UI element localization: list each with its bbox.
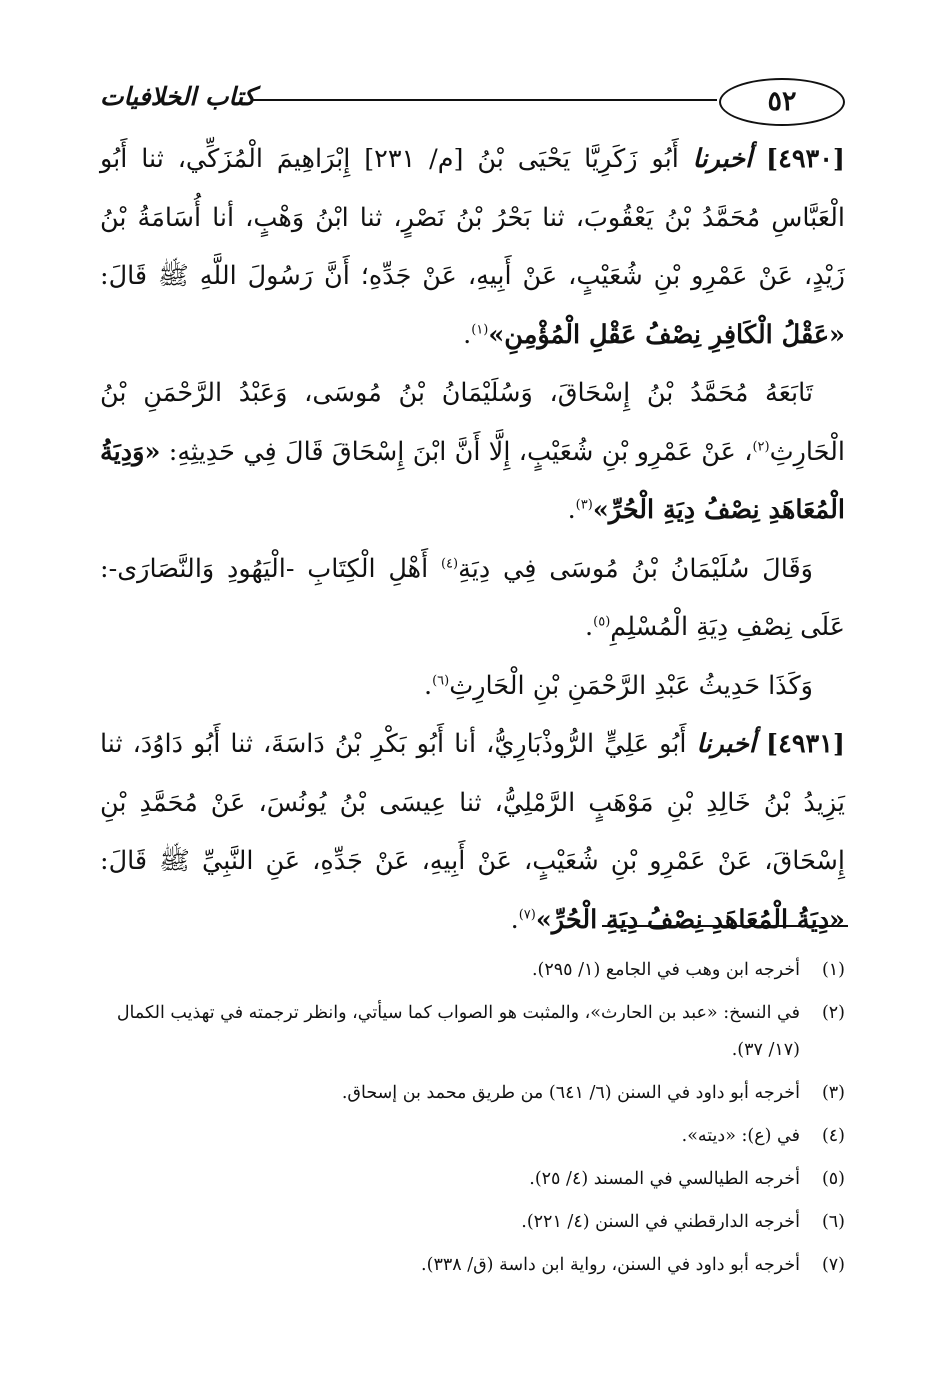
paragraph-text: وَكَذَا حَدِيثُ عَبْدِ الرَّحْمَنِ بْنِ الْحَارِثِ [449,670,813,701]
hadith-paragraph-4931 [100,715,845,949]
footnote-number: (١) [821,960,845,980]
footnote-ref[interactable]: (٣) [575,497,593,513]
sentence-end: . [510,904,519,935]
footnotes [100,952,845,1290]
footnote-number: (٤) [821,1126,845,1146]
akhbarana-marker: أخبرنا [696,729,756,759]
footnote-number: (٣) [821,1083,845,1103]
paragraph-text: ، عَنْ عَمْرِو بْنِ شُعَيْبٍ، إِلَّا أَنَّ ابْنَ إِسْحَاقَ قَالَ فِي حَدِيثِهِ: [160,436,753,467]
footnote-number: (٧) [821,1255,845,1275]
footnote-ref[interactable]: (٦) [432,673,450,688]
footnote-ref[interactable]: (٤) [440,556,459,571]
hadith-paragraph-4930 [100,130,845,364]
sentence-end: . [567,495,576,525]
footnote-item [100,1118,845,1155]
isnad-text: أَبُو زَكَرِيَّا يَحْيَى بْنُ [م/ ٢٣١] إِبْرَاهِيمَ الْمُزَكِّي، ثنا أَبُو الْعَبَّاسِ مُحَمَّدُ بْنُ يَعْقُوبَ، ثنا بَحْرُ بْنُ نَصْرٍ، ثنا ابْنُ وَهْبٍ، أنا أُسَامَةُ بْنُ زَيْدٍ، عَنْ عَمْرِو بْنِ شُعَيْبٍ، عَنْ أَبِيهِ، عَنْ جَدِّهِ؛ أَنَّ رَسُولَ اللَّهِ ﷺ قَالَ: [100,144,845,291]
akhbarana-marker: أخبرنا [692,144,753,174]
hadith-quote: «دِيَةُ الْمُعَاهَدِ نِصْفُ دِيَةِ الْحُرِّ» [535,904,845,935]
hadith-quote: «وَدِيَةُ الْمُعَاهَدِ نِصْفُ دِيَةِ الْحُرِّ» [100,436,845,525]
page-number-badge: ٥٢ [719,78,845,126]
footnote-text: أخرجه أبو داود في السنن، رواية ابن داسة (ق/ ٣٣٨). [421,1255,800,1275]
paragraph-text: تَابَعَهُ مُحَمَّدُ بْنُ إِسْحَاقَ، وَسُلَيْمَانُ بْنُ مُوسَى، وَعَبْدُ الرَّحْمَنِ بْنُ الْحَارِثِ [100,378,845,467]
footnote-ref[interactable]: (١) [471,322,489,337]
page-header [100,76,845,126]
footnote-text: في (ع): «ديته». [681,1126,800,1146]
footnote-item [100,1075,845,1112]
footnote-text: أخرجه ابن وهب في الجامع (١/ ٢٩٥). [531,960,800,980]
footnote-number: (٥) [821,1169,845,1189]
book-title: كتاب الخلافيات [100,82,256,111]
footnote-item [100,952,845,989]
hadith-number: [٤٩٣١] [766,729,845,759]
sentence-end: . [463,319,472,350]
footnote-item [100,995,845,1069]
mutabaah-paragraph [100,364,845,540]
footnote-item [100,1247,845,1284]
sentence-end: . [423,670,433,701]
footnote-number: (٦) [821,1212,845,1232]
header-rule [252,99,717,101]
paragraph-text: وَقَالَ سُلَيْمَانُ بْنُ مُوسَى فِي دِيَةِ [458,553,813,584]
footnote-separator [602,925,848,927]
footnote-number: (٢) [821,1003,845,1023]
sentence-end: . [585,612,594,642]
hadith-number: [٤٩٣٠] [766,144,845,174]
main-text [100,130,845,949]
sulayman-paragraph [100,540,845,657]
isnad-text: أَبُو عَلِيٍّ الرُّوذْبَارِيُّ، أنا أَبُو بَكْرِ بْنُ دَاسَةَ، ثنا أَبُو دَاوُدَ، ثنا يَزِيدُ بْنُ خَالِدِ بْنِ مَوْهَبٍ الرَّمْلِيُّ، ثنا عِيسَى بْنُ يُونُسَ، عَنْ مُحَمَّدِ بْنِ إِسْحَاقَ، عَنْ عَمْرِو بْنِ شُعَيْبٍ، عَنْ أَبِيهِ، عَنْ جَدِّهِ، عَنِ النَّبِيِّ ﷺ قَالَ: [100,729,845,876]
footnote-ref[interactable]: (٥) [593,614,611,630]
hadith-quote: «عَقْلُ الْكَافِرِ نِصْفُ عَقْلِ الْمُؤْمِنِ» [488,319,845,350]
footnote-text: في النسخ: «عبد بن الحارث»، والمثبت هو الصواب كما سيأتي، وانظر ترجمته في تهذيب الكمال (١٧/ ٣٧). [116,1003,800,1060]
footnote-ref[interactable]: (٧) [518,907,536,922]
footnote-ref[interactable]: (٢) [752,439,770,454]
footnote-text: أخرجه الطيالسي في المسند (٤/ ٢٥). [529,1169,800,1189]
footnote-item [100,1161,845,1198]
footnote-item [100,1204,845,1241]
wakadha-paragraph [100,657,845,716]
footnote-text: أخرجه أبو داود في السنن (٦/ ٦٤١) من طريق محمد بن إسحاق. [341,1083,800,1103]
paragraph-text: أَهْلِ الْكِتَابِ -الْيَهُودِ وَالنَّصَارَى-: عَلَى نِصْفِ دِيَةِ الْمُسْلِمِ [100,553,845,642]
footnote-text: أخرجه الدارقطني في السنن (٤/ ٢٢١). [521,1212,800,1232]
